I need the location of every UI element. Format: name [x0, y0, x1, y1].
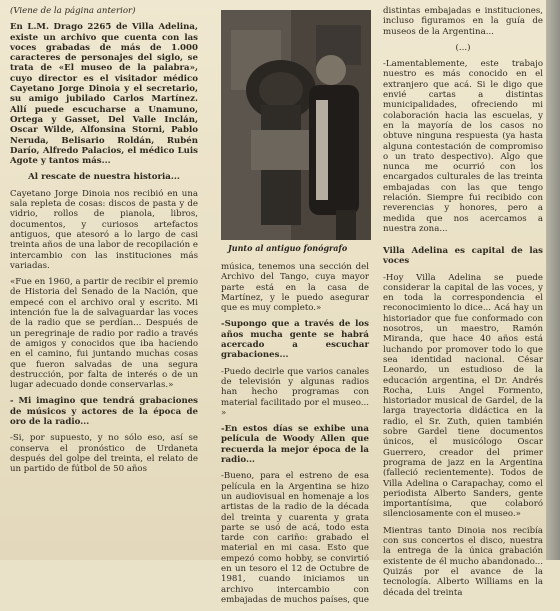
section-heading: Al rescate de nuestra historia...: [28, 172, 180, 183]
body-paragraph: -Si, por supuesto, y no sólo eso, así se conserva el pronóstico de Urdaneta después del golpe del treinta, el relato de un partido de fútbol de 50 años: [10, 433, 198, 475]
body-paragraph: música, tenemos una sección del Archivo del Tango, cuya mayor parte está en la casa de Martínez, y le puedo asegurar que es muy completo.»: [221, 262, 369, 314]
body-paragraph: Mientras tanto Dinoia nos recibía con sus concertos el disco, nuestra la entrega de la única grabación existente de él mucho abandonado... Quizás por el avance de la tecnología. Alberto Williams en la década del treinta: [383, 525, 543, 598]
body-paragraph: distintas embajadas e instituciones, incluso figuramos en la guía de museos de la Argentina...: [383, 6, 543, 37]
body-paragraph: Cayetano Jorge Dinoia nos recibió en una sala repleta de cosas: discos de pasta y de vidrio, rollos de pianola, libros, documentos, y curiosos artefactos antiguos, que atesoró a lo largo de casi treinta años de una labor de recopilación e intercambio con las instituciones más variadas.: [10, 188, 198, 271]
body-paragraph: -Hoy Villa Adelina se puede considerar la capital de las voces, y en toda la correspondencia el reconocimiento lo dice... Acá hay un historiador que fue conformado con nosotros, un maestro, Ramón Miranda, que hace 40 años está luchando por promover todo lo que sea identidad nacional. César Leonardo, un estudioso de la educación argentina, el Dr. Andrés Rocha, Luis Angel Formento, historiador musical de Gardel, de la larga trayectoria didáctica en la radio, el Sr. Zuth, quien también sobre Gardel tiene documentos únicos, el musicólogo Oscar Guerrero, creador del primer programa de jazz en la Argentina (falleció recientemente). Todos de Villa Adelina o Carapachay, como el periodista Alberto Sanders, gente importantísima, que colaboró silenciosamente con el museo.»: [383, 272, 543, 520]
continued-note: (Viene de la página anterior): [10, 6, 136, 16]
question-heading: -En estos días se exhibe una película de Woody Allen que recuerda la mejor época de la radio...: [221, 424, 369, 466]
body-paragraph: -Lamentablemente, este trabajo nuestro es más conocido en el extranjero que acá. Si le digo que envié cartas a distintas municipalidades, ofreciendo mi colaboración hacia las escuelas, y en la mayoría de los casos no obtuve ninguna respuesta (ya hasta alguna contestación de compromiso o un trato despectivo). Algo que nunca me ocurrió con los encargados culturales de las treinta embajadas con las que tengo relación. Siempre fui recibido con reverencias y honores, pero a medida que nos acercamos a nuestra zona...: [383, 59, 543, 234]
ellipsis-note: (...): [455, 42, 471, 53]
photo-caption: Junto al antiguo fonógrafo: [228, 243, 348, 253]
section-heading: Villa Adelina es capital de las voces: [383, 246, 543, 267]
body-paragraph: «Fue en 1960, a partir de recibir el premio de Historia del Senado de la Nación, que empecé con el archivo oral y escrito. Mi intención fue la de salvaguardar las voces de la radio que se perdían... Después de un peregrinaje de radio por radio a través de amigos y conocidos que iba haciendo en el camino, fui juntando muchas cosas que fueron salvadas de una segura destrucción, por falta de interés o de un lugar adecuado donde conservarlas.»: [10, 277, 198, 391]
photo-phonograph: [221, 10, 371, 240]
body-paragraph: -Puedo decirle que varios canales de televisión y algunas radios han hecho programas con material facilitado por el museo... »: [221, 366, 369, 418]
question-heading: -Supongo que a través de los años mucha gente se habrá acercado a escuchar grabaciones...: [221, 319, 369, 361]
page-edge: [546, 0, 560, 560]
column-middle: [221, 262, 369, 611]
column-left: [10, 6, 198, 480]
column-right-lower: [383, 246, 543, 604]
column-right: [383, 6, 543, 240]
photo-image: [221, 10, 371, 240]
body-paragraph: -Bueno, para el estreno de esa película en la Argentina se hizo un audiovisual en homenaje a los artistas de la radio de la década del treinta y cuarenta y grata parte se usó de acá, todo esta tarde con cariño: grabado el material en mi casa. Esto que empezó como hobby, se convirtió en un tesoro el 12 de Octubre de 1981, cuando iniciamos un archivo intercambio con embajadas de muchos países, que: [221, 471, 369, 605]
intro-paragraph: En L.M. Drago 2265 de Villa Adelina, existe un archivo que cuenta con las voces grabadas de más de 1.000 caracteres de personajes del siglo, se trata de «El museo de la palabra», cuyo director es el visitador médico Cayetano Jorge Dinoia y el secretario, su amigo jubilado Carlos Martínez. Allí puede escucharse a Unamuno, Ortega y Gasset, Del Valle Inclán, Oscar Wilde, Alfonsina Storni, Pablo Neruda, Belisario Roldán, Rubén Darío, Alfredo Palacios, el médico Luis Agote y tantos más...: [10, 22, 198, 167]
question-heading: - Mi imagino que tendrá grabaciones de músicos y actores de la época de oro de la radio...: [10, 396, 198, 427]
